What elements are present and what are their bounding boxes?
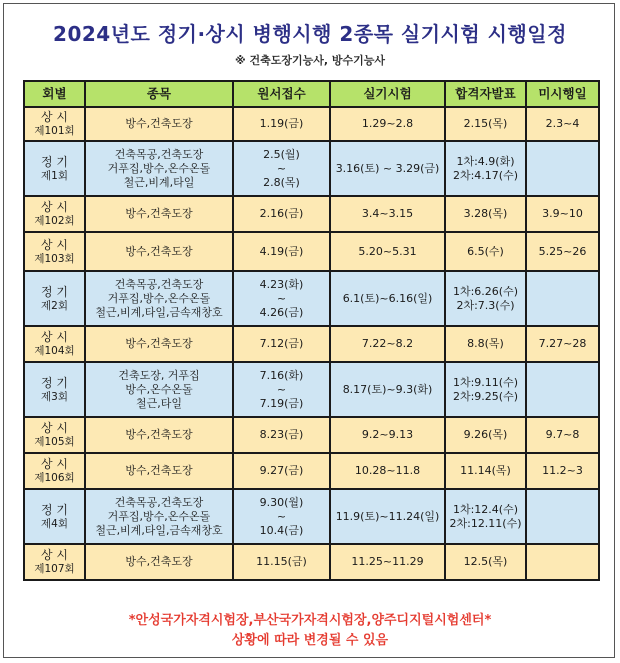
application-date-cell: [233, 544, 330, 580]
result-date-line: 2.15(목): [463, 117, 508, 130]
exam-period-cell: [330, 489, 445, 544]
round-number: 제105회: [34, 436, 75, 448]
subject-line: 방수,건축도장: [125, 337, 193, 350]
header-round: 회별: [24, 81, 85, 107]
round-kind: 상 시: [41, 237, 68, 252]
skip-date-cell: 7.27~28: [526, 326, 599, 362]
result-date-cell: [445, 196, 526, 232]
application-date-line: 7.19(금): [259, 396, 304, 410]
round-kind: 정 기: [41, 284, 68, 299]
page-subtitle: ※ 건축도장기능사, 방수기능사: [234, 54, 386, 67]
subject-cell: [85, 271, 233, 326]
application-date-cell: [233, 417, 330, 453]
exam-period-line: 11.9(토)~11.24(일): [335, 509, 440, 523]
result-date-line: 1차:12.4(수): [452, 502, 519, 516]
header-application: 원서접수: [233, 81, 330, 107]
round-cell: [24, 362, 85, 417]
subject-line: 방수,건축도장: [125, 464, 193, 477]
schedule-table: [23, 80, 600, 581]
subject-line: 방수,건축도장: [125, 117, 193, 130]
application-date-line: 4.26(금): [259, 305, 304, 319]
exam-period-line: 8.17(토)~9.3(화): [342, 382, 433, 396]
application-date-cell: [233, 453, 330, 489]
table-row: [24, 196, 599, 232]
table-row: [24, 232, 599, 271]
subject-line: 거푸집,방수,온수온돌: [107, 509, 211, 523]
exam-period-cell: [330, 271, 445, 326]
round-kind: 상 시: [41, 548, 68, 562]
skip-date-cell: 2.3~4: [526, 107, 599, 141]
exam-period-cell: [330, 232, 445, 271]
skip-date-cell: 5.25~26: [526, 232, 599, 271]
exam-period-cell: [330, 141, 445, 196]
subject-cell: [85, 196, 233, 232]
table-header-row: [24, 81, 599, 107]
result-date-line: 2차:9.25(수): [452, 389, 519, 403]
table-row: [24, 453, 599, 489]
table-row: [24, 107, 599, 141]
exam-period-cell: [330, 362, 445, 417]
header-subject: 종목: [85, 81, 233, 107]
round-kind: 상 시: [41, 457, 68, 471]
result-date-cell: [445, 362, 526, 417]
skip-date-cell: [526, 489, 599, 544]
exam-period-line: 10.28~11.8: [354, 464, 421, 477]
skip-date-cell: 3.9~10: [526, 196, 599, 232]
result-date-line: 1차:9.11(수): [452, 375, 519, 389]
subject-line: 건축목공,건축도장: [114, 147, 204, 161]
round-cell: [24, 271, 85, 326]
round-cell: [24, 141, 85, 196]
application-date-line: 2.8(목): [263, 175, 300, 189]
skip-date-cell: 11.2~3: [526, 453, 599, 489]
application-date-line: 9.30(월): [259, 495, 304, 509]
round-cell: [24, 326, 85, 362]
subject-line: 방수,건축도장: [125, 244, 193, 258]
application-date-line: ~: [276, 291, 287, 305]
exam-period-cell: [330, 453, 445, 489]
application-date-line: ~: [276, 161, 287, 175]
round-number: 제4회: [41, 517, 68, 530]
subject-line: 거푸집,방수,온수온돌: [107, 161, 211, 175]
result-date-line: 2차:12.11(수): [449, 516, 522, 530]
exam-period-line: 3.16(토) ~ 3.29(금): [335, 161, 440, 175]
round-cell: [24, 544, 85, 580]
table-body: [24, 107, 599, 580]
result-date-cell: [445, 141, 526, 196]
round-number: 제2회: [41, 299, 68, 312]
subject-cell: [85, 141, 233, 196]
subject-cell: [85, 544, 233, 580]
round-kind: 정 기: [41, 375, 68, 390]
table-row: [24, 326, 599, 362]
round-cell: [24, 232, 85, 271]
application-date-line: 2.16(금): [259, 207, 304, 220]
table-row: [24, 417, 599, 453]
application-date-cell: [233, 489, 330, 544]
result-date-line: 3.28(목): [463, 207, 508, 220]
application-date-cell: [233, 107, 330, 141]
subject-cell: [85, 326, 233, 362]
application-date-line: 2.5(월): [263, 147, 300, 161]
round-number: 제107회: [34, 563, 75, 575]
round-kind: 상 시: [41, 330, 68, 344]
result-date-line: 2차:4.17(수): [452, 168, 519, 182]
application-date-cell: [233, 141, 330, 196]
application-date-line: 10.4(금): [259, 523, 304, 537]
application-date-line: ~: [276, 382, 287, 396]
exam-period-line: 3.4~3.15: [361, 207, 414, 220]
round-kind: 정 기: [41, 502, 68, 517]
subject-line: 철근,비계,타일,금속재창호: [95, 523, 223, 537]
exam-period-cell: [330, 196, 445, 232]
subject-line: 거푸집,방수,온수온돌: [107, 291, 211, 305]
exam-period-line: 9.2~9.13: [361, 428, 414, 441]
round-kind: 정 기: [41, 154, 68, 169]
application-date-cell: [233, 326, 330, 362]
result-date-line: 9.26(목): [463, 428, 508, 441]
result-date-line: 1차:6.26(수): [452, 284, 519, 298]
round-number: 제3회: [41, 390, 68, 403]
round-number: 제102회: [34, 215, 75, 227]
result-date-cell: [445, 326, 526, 362]
skip-date-cell: [526, 362, 599, 417]
application-date-line: 1.19(금): [259, 117, 304, 130]
result-date-cell: [445, 489, 526, 544]
result-date-cell: [445, 232, 526, 271]
skip-date-cell: [526, 271, 599, 326]
table-row: [24, 489, 599, 544]
header-skip-date: 미시행일: [526, 81, 599, 107]
subject-line: 건축목공,건축도장: [114, 495, 204, 509]
subject-line: 방수,건축도장: [125, 428, 193, 441]
application-date-cell: [233, 232, 330, 271]
round-cell: [24, 107, 85, 141]
round-cell: [24, 489, 85, 544]
result-date-line: 2차:7.3(수): [456, 298, 515, 312]
round-number: 제106회: [34, 472, 75, 484]
subject-line: 방수,건축도장: [125, 555, 193, 568]
round-cell: [24, 453, 85, 489]
subject-line: 철근,비계,타일,금속재창호: [95, 305, 223, 319]
application-date-line: 7.12(금): [259, 337, 304, 350]
subject-line: 철근,비계,타일: [123, 175, 195, 189]
subject-cell: [85, 232, 233, 271]
result-date-cell: [445, 271, 526, 326]
application-date-line: ~: [276, 509, 287, 523]
result-date-line: 8.8(목): [467, 337, 504, 350]
table-row: [24, 544, 599, 580]
application-date-line: 9.27(금): [259, 464, 304, 477]
round-number: 제103회: [34, 252, 75, 265]
round-cell: [24, 417, 85, 453]
header-result: 합격자발표: [445, 81, 526, 107]
exam-period-cell: [330, 326, 445, 362]
subject-line: 건축목공,건축도장: [114, 277, 204, 291]
exam-period-cell: [330, 544, 445, 580]
result-date-line: 1차:4.9(화): [456, 154, 515, 168]
round-kind: 상 시: [41, 110, 68, 124]
application-date-cell: [233, 196, 330, 232]
round-number: 제101회: [34, 125, 75, 137]
subject-cell: [85, 107, 233, 141]
application-date-line: 4.23(화): [259, 277, 304, 291]
exam-period-line: 11.25~11.29: [351, 555, 424, 568]
result-date-cell: [445, 544, 526, 580]
round-kind: 상 시: [41, 200, 68, 214]
subject-line: 철근,타일: [135, 396, 182, 410]
exam-period-line: 5.20~5.31: [358, 244, 417, 258]
footer-notice: 상황에 따라 변경될 수 있음: [231, 633, 389, 648]
subject-cell: [85, 362, 233, 417]
subject-line: 방수,온수온돌: [125, 382, 193, 396]
header-exam: 실기시험: [330, 81, 445, 107]
application-date-line: 8.23(금): [259, 428, 304, 441]
page-title: 2024년도 정기·상시 병행시행 2종목 실기시험 시행일정: [53, 22, 567, 46]
skip-date-cell: [526, 141, 599, 196]
result-date-line: 6.5(수): [467, 244, 504, 258]
subject-cell: [85, 453, 233, 489]
result-date-cell: [445, 107, 526, 141]
subject-cell: [85, 489, 233, 544]
table-row: [24, 141, 599, 196]
round-number: 제104회: [34, 345, 75, 357]
application-date-cell: [233, 362, 330, 417]
application-date-line: 11.15(금): [256, 555, 307, 568]
application-date-cell: [233, 271, 330, 326]
subject-line: 방수,건축도장: [125, 207, 193, 220]
subject-line: 건축도장, 거푸집: [118, 368, 200, 382]
exam-period-line: 7.22~8.2: [361, 337, 414, 350]
exam-period-line: 6.1(토)~6.16(일): [342, 291, 433, 305]
subject-cell: [85, 417, 233, 453]
round-kind: 상 시: [41, 421, 68, 435]
footer-venues: *안성국가자격시험장,부산국가자격시험장,양주디지털시험센터*: [128, 613, 492, 628]
application-date-line: 4.19(금): [259, 244, 304, 258]
application-date-line: 7.16(화): [259, 368, 304, 382]
table-row: [24, 271, 599, 326]
result-date-line: 11.14(목): [460, 464, 511, 477]
result-date-line: 12.5(목): [463, 555, 508, 568]
skip-date-cell: [526, 544, 599, 580]
result-date-cell: [445, 417, 526, 453]
exam-period-cell: [330, 417, 445, 453]
exam-period-cell: [330, 107, 445, 141]
skip-date-cell: 9.7~8: [526, 417, 599, 453]
result-date-cell: [445, 453, 526, 489]
exam-period-line: 1.29~2.8: [361, 117, 414, 130]
round-cell: [24, 196, 85, 232]
table-row: [24, 362, 599, 417]
round-number: 제1회: [41, 169, 68, 182]
